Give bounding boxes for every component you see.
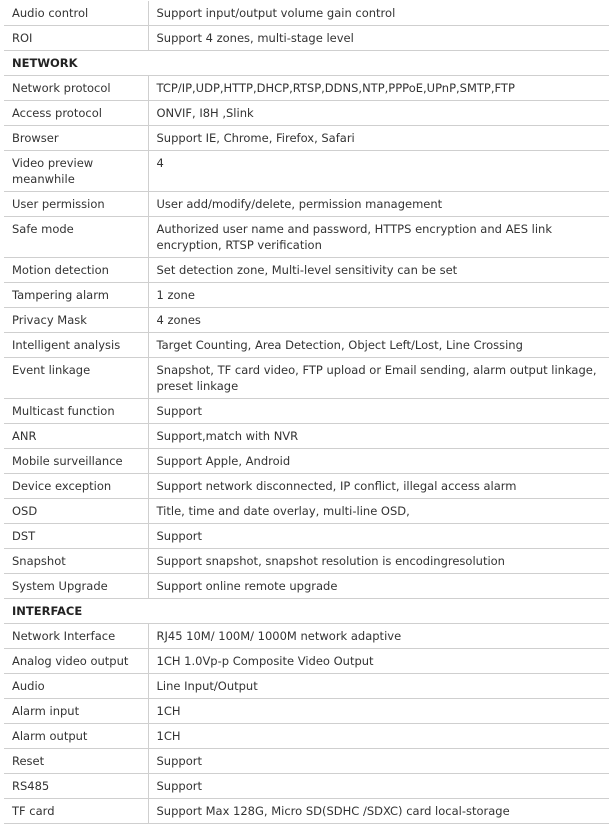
table-row (4, 151, 609, 192)
spec-value: 4 zones (148, 308, 609, 333)
spec-value: Support (148, 399, 609, 424)
table-row (4, 424, 609, 449)
spec-value: 1 zone (148, 283, 609, 308)
section-title: INTERFACE (4, 599, 609, 624)
spec-value: Support 4 zones, multi-stage level (148, 26, 609, 51)
table-row (4, 449, 609, 474)
table-row (4, 308, 609, 333)
spec-value: Title, time and date overlay, multi-line OSD, (148, 499, 609, 524)
table-row (4, 799, 609, 824)
spec-label: Alarm output (4, 724, 148, 749)
spec-value: Support Apple, Android (148, 449, 609, 474)
spec-label: TF card (4, 799, 148, 824)
table-row (4, 524, 609, 549)
spec-value: Support (148, 749, 609, 774)
spec-value: Snapshot, TF card video, FTP upload or Email sending, alarm output linkage, preset linkage (148, 358, 609, 399)
spec-value: Target Counting, Area Detection, Object Left/Lost, Line Crossing (148, 333, 609, 358)
spec-table-body (4, 1, 609, 824)
spec-label: Privacy Mask (4, 308, 148, 333)
spec-value: User add/modify/delete, permission management (148, 192, 609, 217)
spec-label: Browser (4, 126, 148, 151)
table-row (4, 499, 609, 524)
table-row (4, 333, 609, 358)
table-row (4, 624, 609, 649)
table-row (4, 76, 609, 101)
table-row (4, 258, 609, 283)
table-row (4, 126, 609, 151)
spec-label: User permission (4, 192, 148, 217)
spec-label: Analog video output (4, 649, 148, 674)
spec-label: Alarm input (4, 699, 148, 724)
spec-label: ANR (4, 424, 148, 449)
spec-label: DST (4, 524, 148, 549)
spec-value: Authorized user name and password, HTTPS encryption and AES link encryption, RTSP verification (148, 217, 609, 258)
spec-label: Mobile surveillance (4, 449, 148, 474)
spec-value: Support online remote upgrade (148, 574, 609, 599)
table-row (4, 399, 609, 424)
table-row (4, 192, 609, 217)
table-row (4, 1, 609, 26)
spec-value: Set detection zone, Multi-level sensitivity can be set (148, 258, 609, 283)
spec-label: Audio control (4, 1, 148, 26)
table-row (4, 549, 609, 574)
spec-value: 1CH (148, 724, 609, 749)
spec-label: Tampering alarm (4, 283, 148, 308)
spec-label: Network Interface (4, 624, 148, 649)
table-row (4, 358, 609, 399)
table-row (4, 101, 609, 126)
table-row (4, 26, 609, 51)
spec-label: Safe mode (4, 217, 148, 258)
spec-label: RS485 (4, 774, 148, 799)
section-title: NETWORK (4, 51, 609, 76)
spec-label: System Upgrade (4, 574, 148, 599)
spec-label: Snapshot (4, 549, 148, 574)
table-row (4, 749, 609, 774)
spec-label: Network protocol (4, 76, 148, 101)
spec-value: Line Input/Output (148, 674, 609, 699)
table-row (4, 574, 609, 599)
spec-value: 1CH 1.0Vp-p Composite Video Output (148, 649, 609, 674)
spec-value: Support (148, 524, 609, 549)
table-row (4, 474, 609, 499)
spec-value: 1CH (148, 699, 609, 724)
table-row (4, 283, 609, 308)
spec-table (4, 1, 609, 824)
spec-label: Access protocol (4, 101, 148, 126)
spec-label: Motion detection (4, 258, 148, 283)
table-row (4, 649, 609, 674)
spec-value: ONVIF, I8H ,Slink (148, 101, 609, 126)
spec-value: Support IE, Chrome, Firefox, Safari (148, 126, 609, 151)
spec-value: Support (148, 774, 609, 799)
section-header-row (4, 599, 609, 624)
spec-value: TCP/IP,UDP,HTTP,DHCP,RTSP,DDNS,NTP,PPPoE,UPnP,SMTP,FTP (148, 76, 609, 101)
spec-label: Audio (4, 674, 148, 699)
spec-label: Intelligent analysis (4, 333, 148, 358)
table-row (4, 674, 609, 699)
spec-value: Support,match with NVR (148, 424, 609, 449)
spec-label: Event linkage (4, 358, 148, 399)
table-row (4, 699, 609, 724)
spec-value: Support Max 128G, Micro SD(SDHC /SDXC) card local-storage (148, 799, 609, 824)
spec-value: Support snapshot, snapshot resolution is encodingresolution (148, 549, 609, 574)
spec-label: Device exception (4, 474, 148, 499)
spec-value: RJ45 10M/ 100M/ 1000M network adaptive (148, 624, 609, 649)
table-row (4, 724, 609, 749)
spec-label: Video preview meanwhile (4, 151, 148, 192)
spec-value: Support input/output volume gain control (148, 1, 609, 26)
spec-label: Reset (4, 749, 148, 774)
spec-label: OSD (4, 499, 148, 524)
table-row (4, 774, 609, 799)
section-header-row (4, 51, 609, 76)
table-row (4, 217, 609, 258)
spec-value: Support network disconnected, IP conflict, illegal access alarm (148, 474, 609, 499)
spec-label: ROI (4, 26, 148, 51)
spec-label: Multicast function (4, 399, 148, 424)
spec-value: 4 (148, 151, 609, 192)
